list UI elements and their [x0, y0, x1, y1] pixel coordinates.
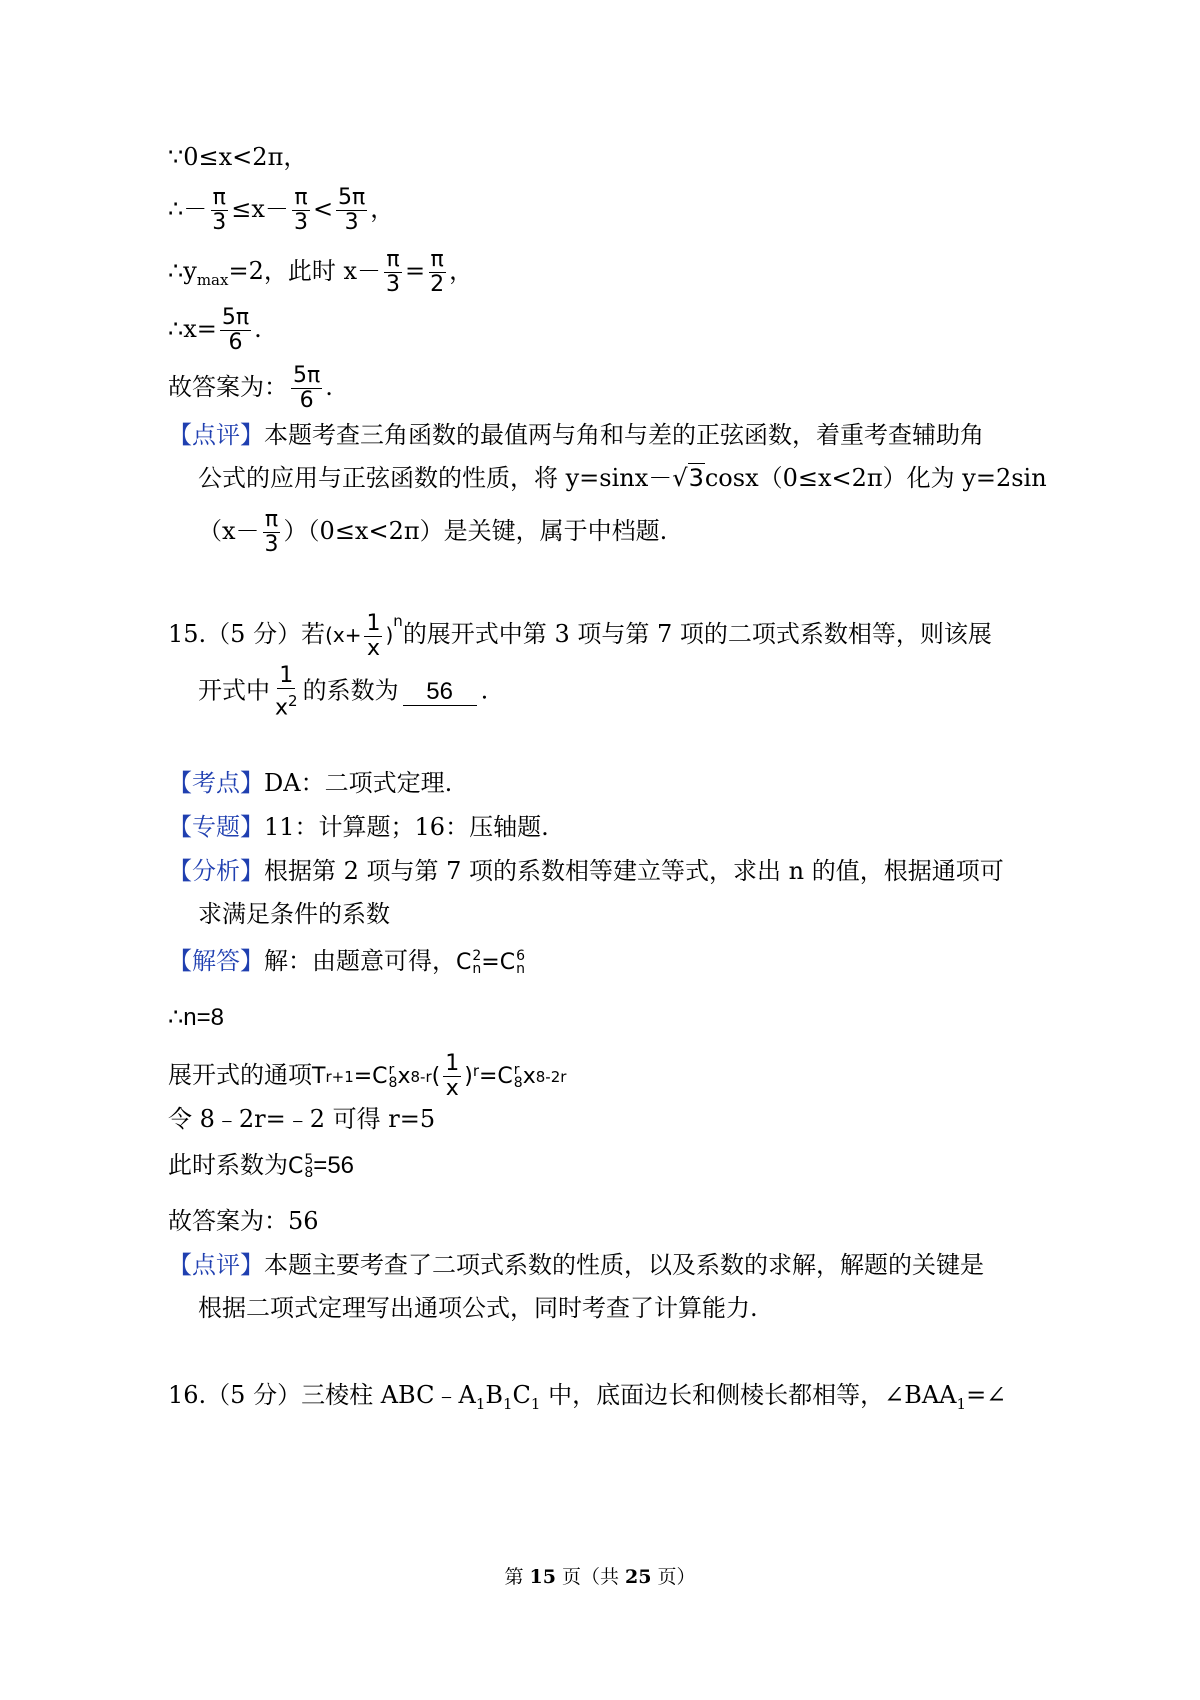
expression — [325, 611, 403, 661]
step-line — [168, 1104, 435, 1134]
superscript: 2 — [472, 947, 482, 964]
numerator: 1 — [279, 663, 294, 688]
denominator: 3 — [264, 532, 279, 557]
text: ) — [385, 623, 394, 647]
text: ∴n=8 — [168, 1004, 224, 1031]
numerator: 5π — [293, 363, 321, 388]
text: 展开式的通项 — [168, 1061, 312, 1089]
t-symbol: T — [312, 1063, 326, 1089]
review-tag: 【点评】 — [168, 421, 264, 449]
step-line — [168, 186, 394, 235]
denominator: 6 — [299, 388, 314, 413]
subscript: r+1 — [325, 1067, 354, 1086]
text: = — [478, 1063, 498, 1089]
question-15-line2 — [198, 664, 488, 720]
radicand: 3 — [688, 464, 704, 492]
text: 根据二项式定理写出通项公式，同时考查了计算能力. — [198, 1294, 758, 1322]
text: 的系数为 — [302, 676, 399, 705]
text: x — [522, 1063, 536, 1089]
text: ， — [449, 257, 474, 285]
review-line — [198, 508, 667, 557]
denominator: 3 — [212, 210, 227, 235]
page-footer — [0, 1562, 1200, 1589]
numerator: π — [264, 507, 279, 532]
text: 页（共 — [555, 1566, 626, 1588]
c-symbol: C — [497, 1063, 513, 1089]
superscript: 5 — [304, 1151, 314, 1168]
c-symbol: C — [372, 1063, 388, 1089]
denominator: x — [445, 1076, 459, 1101]
numerator: π — [212, 185, 226, 210]
sqrt-expression: √3 — [672, 464, 704, 492]
page-number: 15 — [529, 1566, 556, 1588]
fraction — [220, 306, 251, 355]
numerator: 5π — [338, 185, 366, 210]
text: = — [353, 1063, 373, 1089]
review-line — [198, 1293, 758, 1323]
denominator: 3 — [344, 210, 359, 235]
answer-blank: 56 — [403, 679, 477, 706]
review-section — [168, 420, 984, 450]
text: =∠ — [966, 1381, 1007, 1409]
review-line — [198, 463, 1047, 493]
subscript: max — [196, 270, 229, 289]
text: =2，此时 x－ — [228, 257, 382, 285]
text: x — [397, 1063, 411, 1089]
text: 解：由题意可得， — [264, 947, 456, 975]
combination-expression — [456, 948, 525, 978]
text: = — [481, 949, 500, 975]
denominator: 2 — [430, 272, 445, 297]
text: ∴y — [168, 257, 197, 285]
denominator: x — [366, 636, 380, 661]
fraction — [291, 364, 322, 413]
answer-line — [168, 1206, 319, 1236]
text: ∴x= — [168, 315, 217, 343]
c-symbol: C — [456, 949, 472, 975]
text: （x－ — [198, 517, 260, 545]
fraction — [292, 186, 310, 235]
subscript: 8 — [388, 1074, 398, 1091]
text: 公式的应用与正弦函数的性质，将 y=sinx－ — [198, 464, 673, 492]
kaodian-section — [168, 768, 452, 798]
denominator: 6 — [228, 330, 243, 355]
subscript: 1 — [475, 1394, 486, 1413]
numerator: 5π — [221, 305, 250, 330]
text: ∴－ — [168, 195, 208, 223]
text: =56 — [313, 1152, 355, 1179]
superscript: r — [513, 1061, 520, 1078]
jieda-section — [168, 946, 525, 978]
text: ， — [370, 195, 395, 223]
text: 本题考查三角函数的最值两与角和与差的正弦函数，着重考查辅助角 — [264, 421, 984, 449]
text: 15.（5 分）若 — [168, 620, 326, 648]
kaodian-tag: 【考点】 — [168, 769, 264, 797]
question-15 — [168, 612, 992, 661]
fraction — [263, 508, 281, 557]
c-symbol: C — [499, 949, 516, 975]
text: 根据第 2 项与第 7 项的系数相等建立等式，求出 n 的值，根据通项可 — [264, 857, 1004, 885]
numerator: 1 — [445, 1051, 460, 1076]
denominator: 3 — [386, 272, 401, 297]
text: 中，底面边长和侧棱长都相等，∠BAA — [540, 1381, 957, 1409]
subscript: 1 — [530, 1394, 541, 1413]
exponent: n — [393, 612, 403, 631]
numerator: π — [386, 247, 400, 272]
index-stack — [472, 947, 482, 977]
text: DA：二项式定理. — [264, 769, 453, 797]
fraction — [336, 186, 367, 235]
text: 开式中 — [198, 676, 270, 705]
step-line — [168, 1150, 354, 1182]
exponent: 2 — [288, 692, 298, 710]
index-stack — [388, 1061, 398, 1091]
step-line — [168, 1003, 224, 1033]
review-tag: 【点评】 — [168, 1251, 264, 1279]
numerator: π — [294, 185, 308, 210]
text: 求满足条件的系数 — [198, 900, 390, 928]
question-16 — [168, 1380, 1006, 1419]
combination-expression — [288, 1152, 313, 1182]
text: = — [405, 257, 426, 285]
text: ∵0≤x<2π， — [168, 143, 308, 171]
index-stack — [516, 947, 526, 977]
text: 故答案为： — [168, 373, 288, 401]
fenxi-line2 — [198, 899, 390, 929]
text: ( — [431, 1063, 441, 1089]
numerator: 1 — [366, 611, 381, 636]
step-line — [168, 248, 473, 297]
numerator: π — [430, 247, 444, 272]
text: 故答案为：56 — [168, 1207, 319, 1235]
total-pages: 25 — [625, 1566, 652, 1588]
zhuanti-tag: 【专题】 — [168, 813, 264, 841]
subscript: 8 — [304, 1164, 314, 1181]
general-term-line — [168, 1052, 566, 1101]
text: 此时系数为 — [168, 1151, 288, 1179]
superscript: 6 — [516, 947, 526, 964]
superscript: r — [388, 1061, 395, 1078]
fraction — [210, 186, 228, 235]
text: ) — [464, 1063, 473, 1089]
subscript: n — [472, 960, 482, 977]
step-line — [168, 306, 262, 355]
text: < — [312, 195, 334, 223]
text: 令 8﹣2r=﹣2 可得 r=5 — [168, 1105, 436, 1133]
subscript: 8 — [513, 1074, 523, 1091]
fenxi-tag: 【分析】 — [168, 857, 264, 885]
index-stack — [304, 1151, 314, 1181]
text: ≤x－ — [231, 195, 289, 223]
text: . — [325, 373, 333, 401]
jieda-tag: 【解答】 — [168, 947, 264, 975]
fraction — [364, 612, 382, 661]
denominator — [273, 689, 300, 720]
text: (x+ — [325, 623, 362, 647]
review-section — [168, 1250, 984, 1280]
text: 第 — [504, 1566, 530, 1588]
fraction — [273, 664, 300, 720]
fraction — [428, 248, 446, 297]
text: . — [480, 676, 489, 705]
text: 11：计算题；16：压轴题. — [264, 813, 549, 841]
text: 本题主要考查了二项式系数的性质，以及系数的求解，解题的关键是 — [264, 1251, 984, 1279]
text: 16.（5 分）三棱柱 ABC﹣A — [168, 1381, 476, 1409]
step-line — [168, 142, 307, 172]
subscript: 1 — [503, 1394, 513, 1413]
text: ）（0≤x<2π）是关键，属于中档题. — [283, 517, 668, 545]
subscript: n — [516, 960, 525, 977]
exponent: 8-2r — [535, 1067, 567, 1086]
text: B — [485, 1381, 503, 1409]
zhuanti-section — [168, 812, 549, 842]
fraction — [384, 248, 402, 297]
exponent: 8-r — [410, 1067, 432, 1086]
answer-line — [168, 364, 333, 413]
exponent: r — [472, 1061, 479, 1080]
subscript: 1 — [956, 1394, 967, 1413]
denominator: 3 — [293, 210, 308, 235]
general-term-expression — [312, 1052, 566, 1101]
fenxi-section — [168, 856, 1004, 886]
text: 页） — [651, 1566, 696, 1588]
text: C — [512, 1381, 531, 1409]
index-stack — [513, 1061, 523, 1091]
text: . — [254, 315, 262, 343]
c-symbol: C — [288, 1153, 304, 1179]
text: x — [275, 695, 289, 721]
fraction — [443, 1052, 461, 1101]
text: cosx（0≤x<2π）化为 y=2sin — [704, 464, 1047, 492]
text: 的展开式中第 3 项与第 7 项的二项式系数相等，则该展 — [402, 620, 992, 648]
